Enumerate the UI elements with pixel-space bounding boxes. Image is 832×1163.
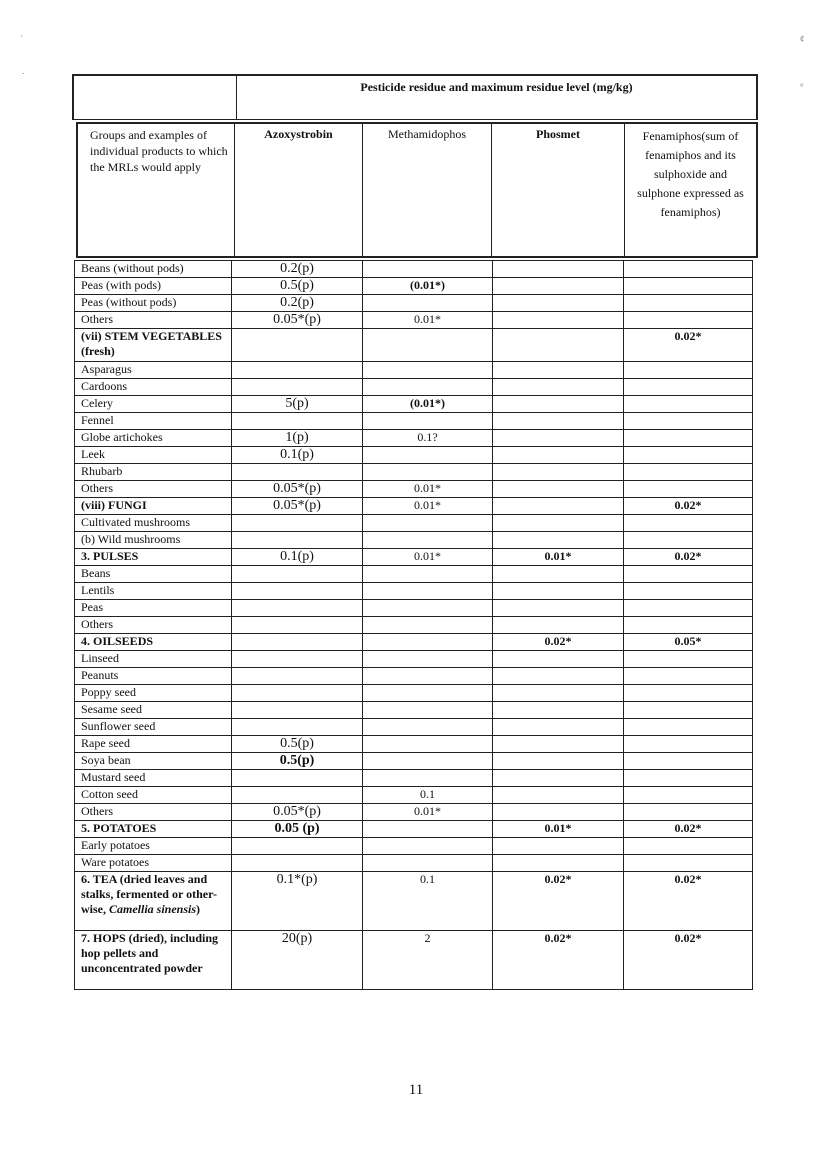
- methamidophos-cell: 0.01*: [363, 549, 493, 566]
- methamidophos-cell: 0.1: [363, 787, 493, 804]
- phosmet-cell: [493, 295, 624, 312]
- azoxystrobin-cell: 0.1(p): [232, 447, 363, 464]
- table-row: [75, 702, 753, 719]
- table-row: [75, 787, 753, 804]
- azoxystrobin-cell: [232, 362, 363, 379]
- phosmet-cell: 0.02*: [493, 872, 624, 931]
- phosmet-cell: [493, 838, 624, 855]
- phosmet-cell: [493, 855, 624, 872]
- methamidophos-cell: 0.1: [363, 872, 493, 931]
- row-label: Soya bean: [75, 753, 232, 770]
- phosmet-cell: [493, 278, 624, 295]
- methamidophos-cell: [363, 329, 493, 362]
- azoxystrobin-cell: [232, 787, 363, 804]
- phosmet-cell: 0.02*: [493, 931, 624, 990]
- phosmet-cell: [493, 447, 624, 464]
- methamidophos-cell: [363, 617, 493, 634]
- azoxystrobin-cell: 0.05*(p): [232, 481, 363, 498]
- table-row: [75, 617, 753, 634]
- azoxystrobin-cell: [232, 413, 363, 430]
- phosmet-cell: [493, 600, 624, 617]
- fenamiphos-cell: [624, 685, 753, 702]
- row-label-text: 6. TEA (dried leaves and stalks, fermented or other-wise,: [81, 872, 217, 916]
- table-row: [75, 430, 753, 447]
- table-row: [75, 379, 753, 396]
- row-label: Peanuts: [75, 668, 232, 685]
- fenamiphos-cell: [624, 770, 753, 787]
- row-label: (vii) STEM VEGETABLES (fresh): [75, 329, 232, 362]
- phosmet-cell: [493, 651, 624, 668]
- fenamiphos-cell: [624, 312, 753, 329]
- scan-mark: .: [22, 66, 25, 76]
- row-label: (viii) FUNGI: [75, 498, 232, 515]
- row-label: Poppy seed: [75, 685, 232, 702]
- row-label: [75, 872, 232, 931]
- header-empty-cell: [74, 76, 237, 119]
- methamidophos-cell: [363, 719, 493, 736]
- azoxystrobin-cell: [232, 583, 363, 600]
- methamidophos-cell: [363, 685, 493, 702]
- table-row: [75, 651, 753, 668]
- table-row: [75, 295, 753, 312]
- fenamiphos-cell: [624, 481, 753, 498]
- methamidophos-cell: [363, 821, 493, 838]
- phosmet-cell: [493, 617, 624, 634]
- row-label-text: ): [196, 902, 201, 916]
- methamidophos-cell: [363, 532, 493, 549]
- fenamiphos-cell: 0.02*: [624, 872, 753, 931]
- table-row: [75, 931, 753, 990]
- phosmet-cell: [493, 583, 624, 600]
- azoxystrobin-cell: [232, 600, 363, 617]
- azoxystrobin-cell: [232, 770, 363, 787]
- azoxystrobin-cell: [232, 566, 363, 583]
- fenamiphos-cell: 0.02*: [624, 498, 753, 515]
- methamidophos-cell: [363, 566, 493, 583]
- table-row: [75, 464, 753, 481]
- azoxystrobin-cell: [232, 634, 363, 651]
- row-label: Peas (without pods): [75, 295, 232, 312]
- row-label: Beans: [75, 566, 232, 583]
- table-row: [75, 600, 753, 617]
- row-label: Linseed: [75, 651, 232, 668]
- methamidophos-cell: [363, 702, 493, 719]
- table-row: [75, 719, 753, 736]
- azoxystrobin-cell: 20(p): [232, 931, 363, 990]
- phosmet-cell: [493, 379, 624, 396]
- azoxystrobin-cell: [232, 719, 363, 736]
- phosmet-cell: [493, 566, 624, 583]
- fenamiphos-cell: [624, 855, 753, 872]
- methamidophos-cell: 0.01*: [363, 498, 493, 515]
- row-label: Leek: [75, 447, 232, 464]
- fenamiphos-cell: [624, 838, 753, 855]
- azoxystrobin-cell: 0.5(p): [232, 736, 363, 753]
- row-label: Beans (without pods): [75, 261, 232, 278]
- azoxystrobin-cell: [232, 651, 363, 668]
- azoxystrobin-cell: [232, 464, 363, 481]
- fenamiphos-cell: [624, 719, 753, 736]
- phosmet-cell: [493, 753, 624, 770]
- row-label: 5. POTATOES: [75, 821, 232, 838]
- row-label: Sunflower seed: [75, 719, 232, 736]
- fenamiphos-cell: [624, 515, 753, 532]
- fenamiphos-cell: [624, 617, 753, 634]
- methamidophos-cell: 2: [363, 931, 493, 990]
- methamidophos-cell: [363, 261, 493, 278]
- page-number: 11: [408, 1082, 424, 1098]
- table-row: [75, 804, 753, 821]
- phosmet-cell: 0.02*: [493, 634, 624, 651]
- azoxystrobin-cell: [232, 855, 363, 872]
- phosmet-cell: [493, 770, 624, 787]
- azoxystrobin-cell: 1(p): [232, 430, 363, 447]
- fenamiphos-cell: [624, 362, 753, 379]
- row-label: 4. OILSEEDS: [75, 634, 232, 651]
- table-row: [75, 753, 753, 770]
- phosmet-cell: [493, 804, 624, 821]
- row-label: Rape seed: [75, 736, 232, 753]
- table-title: Pesticide residue and maximum residue level (mg/kg): [360, 80, 633, 94]
- phosmet-cell: [493, 702, 624, 719]
- table-row: [75, 498, 753, 515]
- methamidophos-cell: (0.01*): [363, 278, 493, 295]
- phosmet-cell: 0.01*: [493, 549, 624, 566]
- fenamiphos-cell: [624, 295, 753, 312]
- azoxystrobin-cell: [232, 668, 363, 685]
- row-label: Cotton seed: [75, 787, 232, 804]
- column-header-fenamiphos: Fenamiphos(sum of fenamiphos and its sulphoxide and sulphone expressed as fenamiphos): [637, 129, 744, 219]
- mrl-table: [74, 260, 753, 990]
- row-label: (b) Wild mushrooms: [75, 532, 232, 549]
- phosmet-cell: [493, 515, 624, 532]
- row-label: Early potatoes: [75, 838, 232, 855]
- fenamiphos-cell: [624, 261, 753, 278]
- fenamiphos-cell: [624, 278, 753, 295]
- row-label: Others: [75, 617, 232, 634]
- azoxystrobin-cell: 0.2(p): [232, 295, 363, 312]
- row-label: Cardoons: [75, 379, 232, 396]
- azoxystrobin-cell: 0.05*(p): [232, 312, 363, 329]
- methamidophos-cell: [363, 515, 493, 532]
- row-label: Celery: [75, 396, 232, 413]
- phosmet-cell: [493, 736, 624, 753]
- fenamiphos-cell: [624, 600, 753, 617]
- methamidophos-cell: [363, 464, 493, 481]
- row-label: Mustard seed: [75, 770, 232, 787]
- methamidophos-cell: 0.01*: [363, 481, 493, 498]
- phosmet-cell: [493, 430, 624, 447]
- methamidophos-cell: 0.01*: [363, 804, 493, 821]
- table-row: [75, 685, 753, 702]
- row-label: Lentils: [75, 583, 232, 600]
- row-label: Peas: [75, 600, 232, 617]
- row-label: Fennel: [75, 413, 232, 430]
- table-row: [75, 278, 753, 295]
- table-row: [75, 481, 753, 498]
- azoxystrobin-cell: [232, 702, 363, 719]
- azoxystrobin-cell: [232, 532, 363, 549]
- fenamiphos-cell: [624, 753, 753, 770]
- column-header-groups: Groups and examples of individual products to which the MRLs would apply: [78, 124, 235, 256]
- table-row: [75, 583, 753, 600]
- fenamiphos-cell: [624, 413, 753, 430]
- table-row: [75, 261, 753, 278]
- row-label: Others: [75, 312, 232, 329]
- row-label: Rhubarb: [75, 464, 232, 481]
- methamidophos-cell: 0.01*: [363, 312, 493, 329]
- table-row: [75, 312, 753, 329]
- table-row: [75, 447, 753, 464]
- fenamiphos-cell: 0.02*: [624, 821, 753, 838]
- table-row: [75, 736, 753, 753]
- scan-mark: `: [20, 34, 23, 44]
- table-row: [75, 566, 753, 583]
- phosmet-cell: [493, 464, 624, 481]
- row-label: Others: [75, 804, 232, 821]
- methamidophos-cell: [363, 736, 493, 753]
- azoxystrobin-cell: 0.05*(p): [232, 498, 363, 515]
- phosmet-cell: [493, 396, 624, 413]
- table-row: [75, 532, 753, 549]
- table-row: [75, 668, 753, 685]
- table-row: [75, 329, 753, 362]
- phosmet-cell: [493, 329, 624, 362]
- fenamiphos-cell: [624, 430, 753, 447]
- fenamiphos-cell: [624, 583, 753, 600]
- phosmet-cell: [493, 719, 624, 736]
- azoxystrobin-cell: 0.1(p): [232, 549, 363, 566]
- table-row: [75, 362, 753, 379]
- phosmet-cell: [493, 413, 624, 430]
- methamidophos-cell: [363, 634, 493, 651]
- table-row: [75, 821, 753, 838]
- column-header-methamidophos: Methamidophos: [363, 124, 492, 256]
- fenamiphos-cell: 0.02*: [624, 549, 753, 566]
- azoxystrobin-cell: [232, 685, 363, 702]
- row-label: Cultivated mushrooms: [75, 515, 232, 532]
- methamidophos-cell: [363, 753, 493, 770]
- azoxystrobin-cell: 0.05 (p): [232, 821, 363, 838]
- azoxystrobin-cell: 0.5(p): [232, 278, 363, 295]
- methamidophos-cell: [363, 651, 493, 668]
- phosmet-cell: [493, 787, 624, 804]
- fenamiphos-cell: [624, 651, 753, 668]
- fenamiphos-cell: 0.02*: [624, 329, 753, 362]
- scan-mark: ¢: [800, 34, 805, 44]
- fenamiphos-cell: [624, 804, 753, 821]
- methamidophos-cell: [363, 838, 493, 855]
- table-row: [75, 396, 753, 413]
- fenamiphos-cell: [624, 668, 753, 685]
- methamidophos-cell: [363, 770, 493, 787]
- phosmet-cell: [493, 498, 624, 515]
- phosmet-cell: 0.01*: [493, 821, 624, 838]
- methamidophos-cell: [363, 855, 493, 872]
- azoxystrobin-cell: [232, 379, 363, 396]
- fenamiphos-cell: [624, 447, 753, 464]
- row-label: Ware potatoes: [75, 855, 232, 872]
- table-row: [75, 770, 753, 787]
- phosmet-cell: [493, 362, 624, 379]
- azoxystrobin-cell: 0.2(p): [232, 261, 363, 278]
- fenamiphos-cell: [624, 379, 753, 396]
- fenamiphos-cell: [624, 702, 753, 719]
- row-label: Others: [75, 481, 232, 498]
- fenamiphos-cell: [624, 396, 753, 413]
- azoxystrobin-cell: [232, 617, 363, 634]
- row-label: Asparagus: [75, 362, 232, 379]
- column-header-azoxystrobin: Azoxystrobin: [235, 124, 363, 256]
- row-label: Peas (with pods): [75, 278, 232, 295]
- table-row: [75, 855, 753, 872]
- methamidophos-cell: [363, 583, 493, 600]
- phosmet-cell: [493, 261, 624, 278]
- methamidophos-cell: [363, 600, 493, 617]
- phosmet-cell: [493, 532, 624, 549]
- table-row: [75, 872, 753, 931]
- methamidophos-cell: (0.01*): [363, 396, 493, 413]
- fenamiphos-cell: [624, 464, 753, 481]
- fenamiphos-cell: [624, 532, 753, 549]
- column-headers: [76, 122, 758, 258]
- fenamiphos-cell: 0.02*: [624, 931, 753, 990]
- methamidophos-cell: [363, 379, 493, 396]
- table-row: [75, 413, 753, 430]
- phosmet-cell: [493, 685, 624, 702]
- row-label: 3. PULSES: [75, 549, 232, 566]
- fenamiphos-cell: 0.05*: [624, 634, 753, 651]
- methamidophos-cell: [363, 447, 493, 464]
- table-row: [75, 515, 753, 532]
- fenamiphos-cell: [624, 566, 753, 583]
- methamidophos-cell: [363, 668, 493, 685]
- azoxystrobin-cell: 0.5(p): [232, 753, 363, 770]
- row-label-species: Camellia sinensis: [109, 902, 197, 916]
- scan-mark: °: [800, 82, 804, 92]
- methamidophos-cell: 0.1?: [363, 430, 493, 447]
- row-label: Globe artichokes: [75, 430, 232, 447]
- azoxystrobin-cell: [232, 515, 363, 532]
- row-label: 7. HOPS (dried), including hop pellets and unconcentrated powder: [75, 931, 232, 990]
- methamidophos-cell: [363, 295, 493, 312]
- azoxystrobin-cell: 0.05*(p): [232, 804, 363, 821]
- column-header-phosmet: Phosmet: [492, 124, 625, 256]
- phosmet-cell: [493, 312, 624, 329]
- phosmet-cell: [493, 481, 624, 498]
- phosmet-cell: [493, 668, 624, 685]
- methamidophos-cell: [363, 362, 493, 379]
- fenamiphos-cell: [624, 787, 753, 804]
- azoxystrobin-cell: [232, 329, 363, 362]
- table-row: [75, 634, 753, 651]
- table-row: [75, 838, 753, 855]
- methamidophos-cell: [363, 413, 493, 430]
- azoxystrobin-cell: 0.1*(p): [232, 872, 363, 931]
- table-row: [75, 549, 753, 566]
- table-header-box: [72, 74, 758, 120]
- azoxystrobin-cell: [232, 838, 363, 855]
- row-label: Sesame seed: [75, 702, 232, 719]
- fenamiphos-cell: [624, 736, 753, 753]
- azoxystrobin-cell: 5(p): [232, 396, 363, 413]
